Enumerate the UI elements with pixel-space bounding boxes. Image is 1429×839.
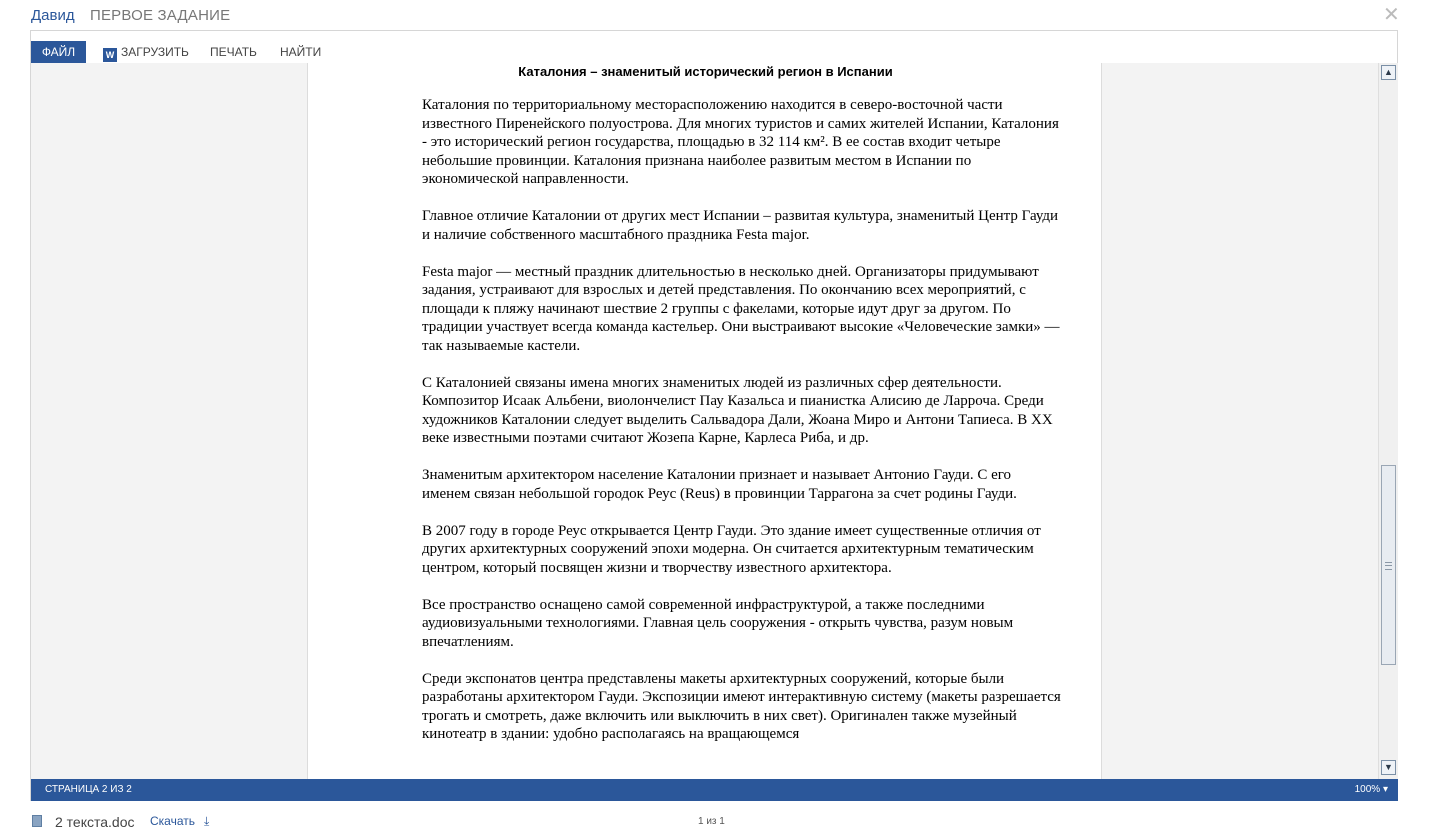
paragraph: Знаменитым архитектором население Каталонии признает и называет Антонио Гауди. С его именем связан небольшой городок Реус (Reus) в провинции Таррагона за счет родины Гауди. xyxy=(422,467,1017,502)
document-file-icon xyxy=(32,815,42,827)
owner-link[interactable]: Давид xyxy=(31,7,75,24)
scroll-up-icon[interactable]: ▲ xyxy=(1381,65,1396,80)
page-indicator: СТРАНИЦА 2 ИЗ 2 xyxy=(45,784,132,795)
paragraph: Среди экспонатов центра представлены макеты архитектурных сооружений, которые были разработаны архитектором Гауди. Экспозиции имеют интерактивную систему (макеты разрешается трогать и смотреть, даже включить или выключить в них свет). Оригинален также музейный кинотеатр в здании: удобно располагаясь на вращающемся xyxy=(422,670,1061,742)
word-icon: W xyxy=(103,48,117,62)
load-label: ЗАГРУЗИТЬ xyxy=(121,45,189,59)
file-menu-button[interactable]: ФАЙЛ xyxy=(31,41,86,63)
zoom-dropdown[interactable]: 100% ▾ xyxy=(1354,784,1388,795)
scroll-thumb[interactable] xyxy=(1381,465,1396,665)
paragraph: В 2007 году в городе Реус открывается Центр Гауди. Это здание имеет существенные отличия от других архитектурных сооружений эпохи модерна. Он считается архитектурным тематическим центром, который посвящен жизни и творчеству известного архитектора. xyxy=(422,522,1041,576)
paragraph: Все пространство оснащено самой современной инфраструктурой, а также последними аудиовизуальными технологиями. Главная цель сооружения - открыть чувства, разум новым впечатлениям. xyxy=(422,596,1014,650)
document-body xyxy=(422,96,1062,762)
status-bar xyxy=(31,779,1398,801)
download-icon[interactable]: ⤓ xyxy=(204,814,210,828)
title-bar xyxy=(0,0,1429,32)
paragraph: Каталония по территориальному месторасположению находится в северо-восточной части известного Пиренейского полуострова. Для многих туристов и самих жителей Испании, Каталония - это исторический регион государства, площадью в 32 114 км². В ее состав входит четыре небольшие провинции. Каталония признана наиболее развитым местом в Испании по экономической направленности. xyxy=(422,97,1059,187)
document-heading: Каталония – знаменитый исторический регион в Испании xyxy=(518,64,893,79)
document-page xyxy=(307,63,1102,779)
load-button[interactable] xyxy=(103,41,189,63)
paragraph: Главное отличие Каталонии от других мест Испании – развитая культура, знаменитый Центр Гауди и наличие собственного масштабного праздника Festa major. xyxy=(422,208,1059,243)
paragraph: С Каталонией связаны имена многих знаменитых людей из различных сфер деятельности. Композитор Исаак Альбени, виолончелист Пау Казальса и пианистка Алисию де Ларроча. Среди художников Каталонии следует выделить Сальвадора Дали, Жоана Миро и Антони Тапиеса. В XX веке известными поэтами считают Жозепа Карне, Карлеса Риба, и др. xyxy=(422,374,1053,446)
document-workspace xyxy=(31,63,1378,779)
scroll-down-icon[interactable]: ▼ xyxy=(1381,760,1396,775)
close-icon[interactable]: ✕ xyxy=(1383,4,1400,26)
pages-counter: 1 из 1 xyxy=(698,816,725,827)
file-footer xyxy=(0,805,1429,839)
grip-icon xyxy=(1385,562,1392,570)
vertical-scrollbar[interactable] xyxy=(1378,63,1398,779)
paragraph: Festa major — местный праздник длительностью в несколько дней. Организаторы придумывают задания, устраивают для взрослых и детей представления. По окончанию всех мероприятий, с площади к пляжу начинают шествие 2 группы с факелами, которые идут друг за другом. По традиции участвует всегда команда кастельер. Они выстраивают высокие «Человеческие замки» — так называемые кастели. xyxy=(422,263,1060,354)
file-name: 2 текста.doc xyxy=(55,814,135,830)
download-link[interactable]: Скачать xyxy=(150,814,195,828)
document-title: ПЕРВОЕ ЗАДАНИЕ xyxy=(90,7,231,24)
find-button[interactable]: НАЙТИ xyxy=(280,45,322,59)
print-button[interactable]: ПЕЧАТЬ xyxy=(210,45,257,59)
